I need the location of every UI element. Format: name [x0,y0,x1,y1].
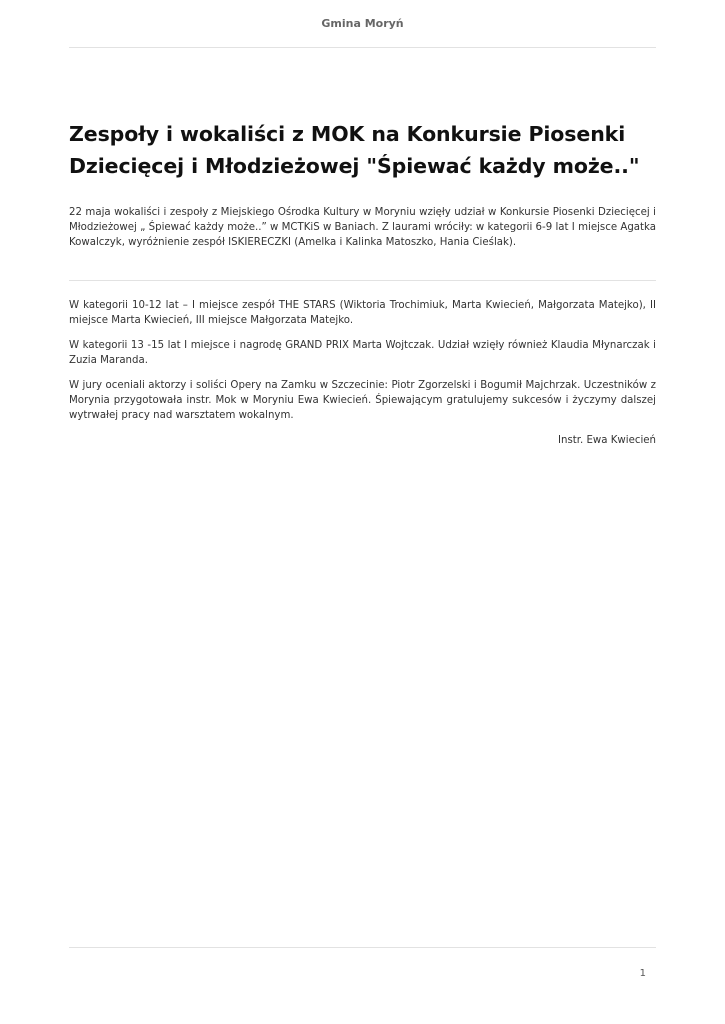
intro-divider [69,280,656,281]
article-paragraph: W kategorii 10-12 lat – I miejsce zespół THE STARS (Wiktoria Trochimiuk, Marta Kwiecień, Małgorzata Matejko), II miejsce Marta Kwiecień, III miejsce Małgorzata Matejko. [69,300,656,326]
header-divider [69,47,656,48]
page-number: 1 [639,968,646,979]
footer-divider [69,947,656,948]
article-intro: 22 maja wokaliści i zespoły z Miejskiego Ośrodka Kultury w Moryniu wzięły udział w Konkursie Piosenki Dziecięcej i Młodzieżowej „ Śpiewać każdy może..” w MCTKiS w Baniach. Z laurami wróciły: w kategorii 6-9 lat I miejsce Agatka Kowalczyk, wyróżnienie zespół ISKIERECZKI (Amelka i Kalinka Matoszko, Hania Cieślak). [69,207,656,248]
article-body [69,298,656,458]
article-title: Zespoły i wokaliści z MOK na Konkursie Piosenki Dziecięcej i Młodzieżowej "Śpiewać każdy może.." [69,122,640,178]
article-paragraph: W kategorii 13 -15 lat I miejsce i nagrodę GRAND PRIX Marta Wojtczak. Udział wzięły również Klaudia Młynarczak i Zuzia Maranda. [69,340,656,366]
article-signature: Instr. Ewa Kwiecień [557,435,656,446]
site-header: Gmina Moryń [321,17,404,30]
article-paragraph: W jury oceniali aktorzy i soliści Opery na Zamku w Szczecinie: Piotr Zgorzelski i Bogumił Majchrzak. Uczestników z Morynia przygotowała instr. Mok w Moryniu Ewa Kwiecień. Śpiewającym gratulujemy sukcesów i życzymy dalszej wytrwałej pracy nad warsztatem wokalnym. [69,380,656,421]
